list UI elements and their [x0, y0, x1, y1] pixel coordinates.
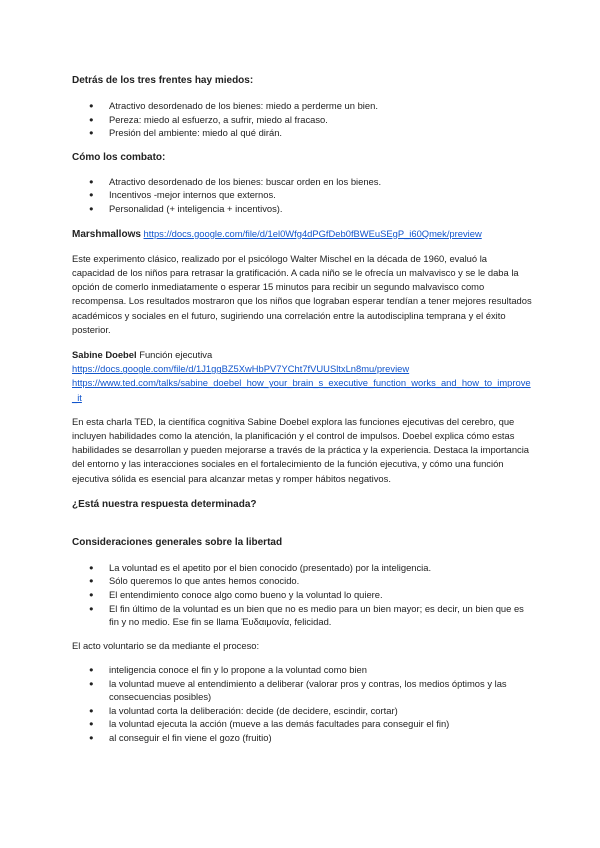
list-combato [72, 175, 532, 216]
doebel-subtitle: Función ejecutiva [139, 348, 213, 360]
doebel-ted-link[interactable]: https://www.ted.com/talks/sabine_doebel_how_your_brain_s_executive_function_works_and_how_to_improve_it [72, 377, 531, 403]
list-item: ● Personalidad (+ inteligencia + incentivos). [72, 202, 532, 216]
list-item: ● El fin último de la voluntad es un bien que no es medio para un bien mayor; es decir, un bien que es fin y no medio. Ese fin se llama Ἐυδαιμονία, felicidad. [72, 602, 532, 629]
list-item: ● Atractivo desordenado de los bienes: buscar orden en los bienes. [72, 175, 532, 189]
doebel-title-line [72, 348, 532, 362]
doebel-link-drive-line [72, 362, 532, 376]
list-item: ● La voluntad es el apetito por el bien conocido (presentado) por la inteligencia. [72, 561, 532, 575]
doebel-name: Sabine Doebel [72, 348, 137, 360]
doebel-link-ted-line [72, 376, 532, 404]
marshmallows-video-link[interactable]: https://docs.google.com/file/d/1el0Wfg4dPGfDeb0fBWEuSEgP_i60Qmek/preview [143, 227, 482, 239]
list-item: ● inteligencia conoce el fin y lo propone a la voluntad como bien [72, 663, 532, 677]
list-item: ● la voluntad corta la deliberación: decide (de decidere, escindir, cortar) [72, 704, 532, 718]
doebel-drive-link[interactable]: https://docs.google.com/file/d/1J1ggBZ5XwHbPV7YCht7fVUUSltxLn8mu/preview [72, 363, 410, 375]
list-item: ● Pereza: miedo al esfuerzo, a sufrir, miedo al fracaso. [72, 113, 532, 127]
list-item: ● Incentivos -mejor internos que externos. [72, 188, 532, 202]
document-page [72, 66, 532, 745]
list-item: ● Presión del ambiente: miedo al qué dirán. [72, 126, 532, 140]
list-item: ● la voluntad ejecuta la acción (mueve a las demás facultades para conseguir el fin) [72, 717, 532, 731]
list-libertad [72, 561, 532, 629]
list-item: ● la voluntad mueve al entendimiento a deliberar (valorar pros y contras, los medios óptimos y las consecuencias posibles) [72, 677, 532, 704]
section-heading-miedos: Detrás de los tres frentes hay miedos: [72, 75, 254, 86]
section-heading-combato: Cómo los combato: [72, 151, 166, 163]
question-heading: ¿Está nuestra respuesta determinada? [72, 498, 257, 510]
list-item: ● al conseguir el fin viene el gozo (fruitio) [72, 731, 532, 745]
marshmallows-line [72, 227, 532, 242]
list-item: ● Atractivo desordenado de los bienes: miedo a perderme un bien. [72, 99, 532, 113]
list-acto-voluntario [72, 663, 532, 745]
list-miedos [72, 99, 532, 140]
marshmallows-paragraph: Este experimento clásico, realizado por el psicólogo Walter Mischel en la década de 1960, evaluó la capacidad de los niños para retrasar la gratificación. A cada niño se le ofrecía un malvavisco y se le daba la opción de comerlo inmediatamente o esperar 15 minutos para recibir un segundo malvavisco como recompensa. Los resultados mostraron que los niños que lograban esperar tendían a tener mejores resultados académicos y sociales en el futuro, sugiriendo una correlación entre la autodisciplina temprana y el éxito posterior. [72, 252, 532, 335]
doebel-paragraph: En esta charla TED, la científica cognitiva Sabine Doebel explora las funciones ejecutivas del cerebro, que incluyen habilidades como la atención, la planificación y el control de impulsos. Doebel explica cómo estas habilidades se desarrollan y pueden mejorarse a través de la práctica y la experiencia. Destaca la importancia del entorno y las interacciones sociales en el fortalecimiento de la función ejecutiva, y cómo una función ejecutiva sólida es esencial para alcanzar metas y romper hábitos negativos. [72, 415, 530, 484]
list-item: ● Sólo queremos lo que antes hemos conocido. [72, 574, 532, 588]
list-item: ● El entendimiento conoce algo como bueno y la voluntad lo quiere. [72, 588, 532, 602]
marshmallows-title: Marshmallows [72, 228, 141, 240]
section-heading-libertad: Consideraciones generales sobre la libertad [72, 536, 283, 548]
acto-voluntario-intro: El acto voluntario se da mediante el proceso: [72, 639, 260, 651]
